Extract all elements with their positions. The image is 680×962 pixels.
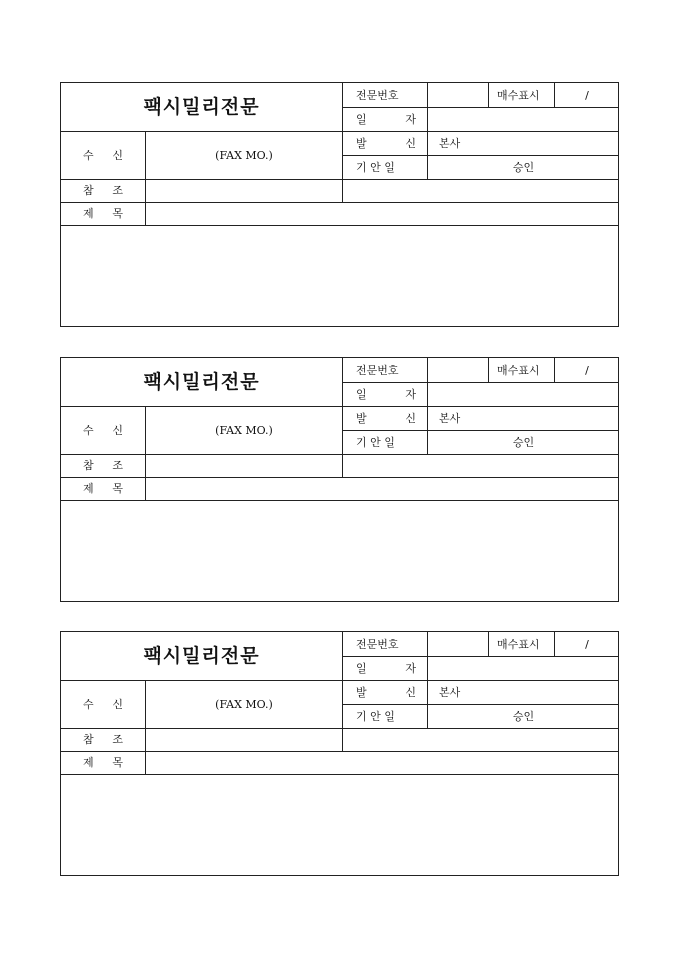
fax-number-hint: (FAX MO.) xyxy=(215,423,273,437)
date-label xyxy=(356,107,416,131)
sender-value[interactable]: 본사 xyxy=(439,411,461,425)
sender-label-part-2: 신 xyxy=(405,685,416,699)
date-label-part-1: 일 xyxy=(356,112,367,126)
sender-label-part-1: 발 xyxy=(356,411,367,425)
fax-form-1 xyxy=(60,82,619,327)
recipient-label xyxy=(83,131,123,179)
sender-label-part-1: 발 xyxy=(356,685,367,699)
date-label-part-1: 일 xyxy=(356,387,367,401)
page-count-separator: / xyxy=(585,363,589,377)
sender-label-part-2: 신 xyxy=(405,411,416,425)
page-count-label: 매수표시 xyxy=(497,637,540,651)
subject-field[interactable] xyxy=(146,751,619,774)
cc-label-part-1: 참 xyxy=(83,459,94,472)
date-label-part-2: 자 xyxy=(405,661,416,675)
subject-label xyxy=(83,751,123,774)
sender-value[interactable]: 본사 xyxy=(439,136,461,150)
recipient-fax-field[interactable] xyxy=(146,680,342,728)
recipient-label-part-2: 신 xyxy=(112,148,123,162)
page-count-field[interactable] xyxy=(555,358,619,382)
sender-label xyxy=(356,131,416,155)
cc-label xyxy=(83,179,123,202)
message-body[interactable] xyxy=(61,226,619,327)
doc-number-field[interactable] xyxy=(428,358,488,382)
date-label-part-2: 자 xyxy=(405,112,416,126)
fax-form-2 xyxy=(60,357,619,602)
subject-field[interactable] xyxy=(146,202,619,225)
form-title: 팩시밀리전문 xyxy=(143,95,260,118)
drafter-label: 기 안 일 xyxy=(356,160,395,174)
page-count-label: 매수표시 xyxy=(497,363,540,377)
subject-label-part-2: 목 xyxy=(112,207,123,220)
fax-form-3 xyxy=(60,631,619,876)
subject-label-part-1: 제 xyxy=(83,756,94,769)
cc-label-part-2: 조 xyxy=(112,184,123,197)
page-count-field[interactable] xyxy=(555,83,619,107)
date-label xyxy=(356,382,416,406)
approval-field[interactable] xyxy=(428,704,619,728)
recipient-label xyxy=(83,406,123,454)
subject-label xyxy=(83,477,123,500)
date-field[interactable] xyxy=(428,107,619,131)
form-title: 팩시밀리전문 xyxy=(143,370,260,393)
recipient-label-part-2: 신 xyxy=(112,697,123,711)
subject-label-part-2: 목 xyxy=(112,482,123,495)
cc-extra-field[interactable] xyxy=(343,728,619,751)
sender-value[interactable]: 본사 xyxy=(439,685,461,699)
recipient-label-part-1: 수 xyxy=(83,148,94,162)
approval-field[interactable] xyxy=(428,430,619,454)
date-field[interactable] xyxy=(428,656,619,680)
cc-label-part-2: 조 xyxy=(112,733,123,746)
doc-number-field[interactable] xyxy=(428,83,488,107)
subject-label xyxy=(83,202,123,225)
recipient-label-part-1: 수 xyxy=(83,697,94,711)
sender-label xyxy=(356,406,416,430)
date-label-part-1: 일 xyxy=(356,661,367,675)
doc-number-field[interactable] xyxy=(428,632,488,656)
cc-label-part-2: 조 xyxy=(112,459,123,472)
cc-field[interactable] xyxy=(146,179,342,202)
message-body[interactable] xyxy=(61,501,619,602)
approval-label: 승인 xyxy=(512,709,535,723)
subject-label-part-1: 제 xyxy=(83,482,94,495)
sender-label xyxy=(356,680,416,704)
drafter-label: 기 안 일 xyxy=(356,435,395,449)
recipient-label xyxy=(83,680,123,728)
drafter-label: 기 안 일 xyxy=(356,709,395,723)
cc-extra-field[interactable] xyxy=(343,179,619,202)
page-count-field[interactable] xyxy=(555,632,619,656)
sender-label-part-1: 발 xyxy=(356,136,367,150)
doc-number-label: 전문번호 xyxy=(356,88,399,102)
page-count-separator: / xyxy=(585,88,589,102)
fax-number-hint: (FAX MO.) xyxy=(215,148,273,162)
cc-extra-field[interactable] xyxy=(343,454,619,477)
approval-label: 승인 xyxy=(512,160,535,174)
recipient-fax-field[interactable] xyxy=(146,131,342,179)
subject-label-part-1: 제 xyxy=(83,207,94,220)
cc-field[interactable] xyxy=(146,454,342,477)
approval-field[interactable] xyxy=(428,155,619,179)
date-label xyxy=(356,656,416,680)
form-title: 팩시밀리전문 xyxy=(143,644,260,667)
page-count-separator: / xyxy=(585,637,589,651)
doc-number-label: 전문번호 xyxy=(356,637,399,651)
date-label-part-2: 자 xyxy=(405,387,416,401)
subject-label-part-2: 목 xyxy=(112,756,123,769)
cc-field[interactable] xyxy=(146,728,342,751)
recipient-label-part-1: 수 xyxy=(83,423,94,437)
message-body[interactable] xyxy=(61,775,619,876)
cc-label-part-1: 참 xyxy=(83,733,94,746)
fax-number-hint: (FAX MO.) xyxy=(215,697,273,711)
recipient-fax-field[interactable] xyxy=(146,406,342,454)
cc-label xyxy=(83,728,123,751)
page-count-label: 매수표시 xyxy=(497,88,540,102)
doc-number-label: 전문번호 xyxy=(356,363,399,377)
sender-label-part-2: 신 xyxy=(405,136,416,150)
cc-label xyxy=(83,454,123,477)
cc-label-part-1: 참 xyxy=(83,184,94,197)
recipient-label-part-2: 신 xyxy=(112,423,123,437)
approval-label: 승인 xyxy=(512,435,535,449)
subject-field[interactable] xyxy=(146,477,619,500)
date-field[interactable] xyxy=(428,382,619,406)
